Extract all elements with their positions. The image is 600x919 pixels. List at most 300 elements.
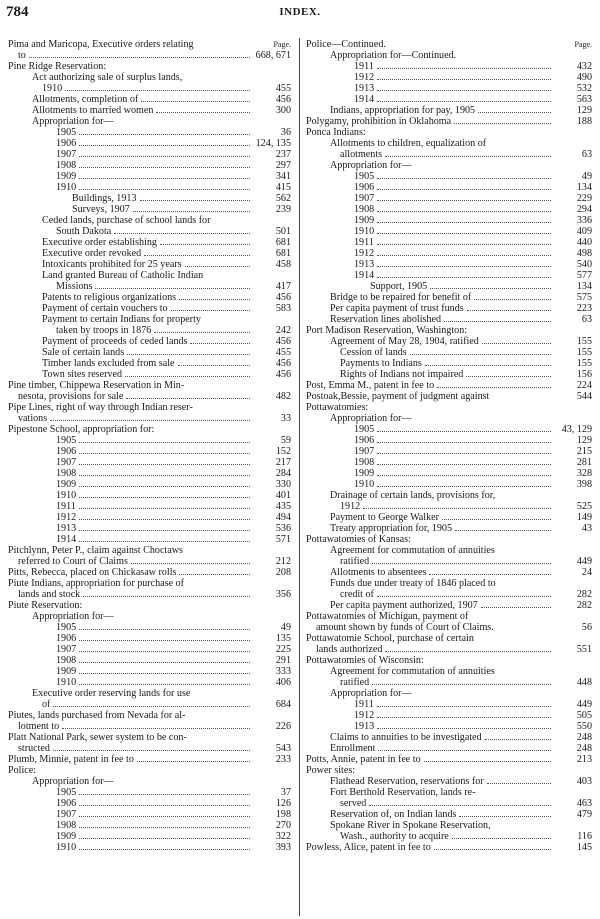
index-entry	[306, 61, 592, 72]
index-entry	[306, 721, 592, 732]
entry-text: to	[18, 50, 26, 61]
index-entry	[306, 666, 592, 677]
entry-text: Per capita payment authorized, 1907	[330, 600, 478, 611]
index-entry	[8, 710, 291, 721]
entry-text: Pitchlynn, Peter P., claim against Choctaws	[8, 545, 183, 556]
dot-leader	[378, 743, 551, 751]
entry-page-ref: 135	[275, 633, 291, 644]
dot-leader	[377, 446, 551, 454]
entry-text: 1908	[56, 820, 77, 831]
index-entry	[306, 534, 592, 545]
entry-text: Surveys, 1907	[72, 204, 130, 215]
dot-leader	[377, 259, 551, 267]
entry-page-ref: 33	[280, 413, 291, 424]
dot-leader	[79, 479, 250, 487]
entry-page-ref: 217	[275, 457, 291, 468]
index-entry	[8, 336, 291, 347]
entry-page-ref: 282	[576, 589, 592, 600]
index-entry	[8, 358, 291, 369]
entry-text: lotment to	[18, 721, 60, 732]
index-entry	[306, 743, 592, 754]
dot-leader	[79, 171, 250, 179]
dot-leader	[53, 743, 250, 751]
entry-text: served	[340, 798, 367, 809]
dot-leader	[79, 666, 250, 674]
entry-text: 1911	[56, 501, 76, 512]
entry-text: ratified	[340, 677, 370, 688]
entry-page-ref: 415	[275, 182, 291, 193]
dot-leader	[125, 369, 250, 377]
entry-text: Potts, Annie, patent in fee to	[306, 754, 421, 765]
entry-text: Land granted Bureau of Catholic Indian	[42, 270, 204, 281]
index-entry	[8, 281, 291, 292]
dot-leader	[137, 754, 250, 762]
dot-leader	[363, 501, 551, 509]
entry-text: Powless, Alice, patent in fee to	[306, 842, 431, 853]
index-entry	[8, 127, 291, 138]
index-entry	[8, 325, 291, 336]
entry-page-ref: 297	[275, 160, 291, 171]
entry-page-ref: 456	[275, 94, 291, 105]
entry-page-ref: 225	[275, 644, 291, 655]
dot-leader	[154, 325, 250, 333]
dot-leader	[377, 721, 551, 729]
index-entry	[306, 380, 592, 391]
dot-leader	[79, 138, 250, 146]
dot-leader	[377, 94, 551, 102]
entry-page-ref: 215	[576, 446, 592, 457]
entry-page-ref: 155	[576, 336, 592, 347]
index-entry	[306, 831, 592, 842]
entry-text: 1905	[56, 787, 77, 798]
entry-page-ref: 291	[275, 655, 291, 666]
entry-text: 1912	[340, 501, 361, 512]
entry-page-ref: 224	[576, 380, 592, 391]
dot-leader	[29, 50, 250, 58]
entry-text: 1912	[354, 248, 375, 259]
entry-text: 1910	[56, 677, 77, 688]
entry-text: Payments to Indians	[340, 358, 422, 369]
entry-text: Pitts, Rebecca, placed on Chickasaw rolls	[8, 567, 177, 578]
entry-page-ref: 155	[576, 347, 592, 358]
entry-text: Police:	[8, 765, 37, 776]
dot-leader	[79, 644, 250, 652]
index-entry	[8, 182, 291, 193]
entry-text: Bridge to be repaired for benefit of	[330, 292, 472, 303]
dot-leader	[79, 127, 250, 135]
entry-page-ref: 242	[275, 325, 291, 336]
index-entry	[306, 160, 592, 171]
dot-leader	[442, 512, 551, 520]
entry-text: 1913	[354, 83, 375, 94]
entry-text: Ceded lands, purchase of school lands for	[42, 215, 211, 226]
index-entry	[306, 479, 592, 490]
dot-leader	[140, 193, 251, 201]
dot-leader	[369, 798, 551, 806]
index-entry	[8, 237, 291, 248]
index-entry	[306, 765, 592, 776]
entry-text: Buildings, 1913	[72, 193, 137, 204]
entry-page-ref: 456	[275, 358, 291, 369]
index-entry	[306, 611, 592, 622]
index-entry	[306, 226, 592, 237]
entry-text: Per capita payment of trust funds	[330, 303, 464, 314]
entry-page-ref: 449	[576, 556, 592, 567]
index-entry	[306, 248, 592, 259]
index-entry	[306, 545, 592, 556]
dot-leader	[190, 336, 250, 344]
entry-page-ref: 455	[275, 83, 291, 94]
entry-page-ref: 145	[576, 842, 592, 853]
entry-text: Allotments to children, equalization of	[330, 138, 487, 149]
entry-text: 1910	[354, 226, 375, 237]
entry-page-ref: 563	[576, 94, 592, 105]
entry-text: Enrollment	[330, 743, 376, 754]
entry-page-ref: 681	[275, 237, 291, 248]
entry-text: 1906	[354, 435, 375, 446]
entry-page-ref: 328	[576, 468, 592, 479]
entry-text: Allotments to married women	[32, 105, 154, 116]
index-entry	[8, 721, 291, 732]
entry-text: Agreement for commutation of annuities	[330, 666, 495, 677]
entry-page-ref: 455	[275, 347, 291, 358]
entry-text: nesota, provisions for sale	[18, 391, 124, 402]
page-number: 784	[6, 4, 29, 20]
dot-leader	[144, 248, 250, 256]
dot-leader	[377, 193, 551, 201]
entry-text: Appropriation for—	[32, 776, 114, 787]
entry-text: 1906	[56, 633, 77, 644]
entry-text: Funds due under treaty of 1846 placed to	[330, 578, 496, 589]
index-entry	[8, 556, 291, 567]
entry-text: 1905	[354, 424, 375, 435]
entry-text: 1907	[56, 644, 77, 655]
index-entry	[8, 413, 291, 424]
dot-leader	[377, 270, 551, 278]
index-entry	[8, 347, 291, 358]
entry-text: 1914	[354, 94, 375, 105]
dot-leader	[79, 809, 250, 817]
entry-page-ref: 333	[275, 666, 291, 677]
entry-text: Treaty appropriation for, 1905	[330, 523, 453, 534]
index-entry	[8, 501, 291, 512]
index-entry	[306, 644, 592, 655]
entry-text: 1907	[56, 809, 77, 820]
index-entry	[8, 138, 291, 149]
entry-text: 1910	[42, 83, 63, 94]
entry-page-ref: 668, 671	[255, 50, 291, 61]
index-column-left	[8, 39, 291, 853]
entry-text: 1912	[354, 710, 375, 721]
dot-leader	[95, 281, 250, 289]
index-entry	[8, 116, 291, 127]
entry-page-ref: 152	[275, 446, 291, 457]
entry-text: Patents to religious organizations	[42, 292, 177, 303]
entry-page-ref: 229	[576, 193, 592, 204]
entry-text: Post, Emma M., patent in fee to	[306, 380, 435, 391]
index-entry	[306, 567, 592, 578]
index-entry	[306, 578, 592, 589]
index-entry	[306, 270, 592, 281]
entry-text: Pine timber, Chippewa Reservation in Min-	[8, 380, 185, 391]
entry-text: Payment to George Walker	[330, 512, 439, 523]
index-entry	[306, 105, 592, 116]
entry-text: Town sites reserved	[42, 369, 123, 380]
dot-leader	[126, 391, 250, 399]
dot-leader	[377, 699, 551, 707]
entry-page-ref: 494	[275, 512, 291, 523]
entry-text: Sale of certain lands	[42, 347, 125, 358]
entry-text: Executive order revoked	[42, 248, 142, 259]
entry-page-ref: 63	[581, 149, 592, 160]
entry-text: Claims to annuities to be investigated	[330, 732, 482, 743]
entry-page-ref: 403	[576, 776, 592, 787]
entry-page-ref: 37	[280, 787, 291, 798]
dot-leader	[131, 556, 250, 564]
index-entry	[306, 622, 592, 633]
index-entry	[8, 50, 291, 61]
index-entry	[8, 809, 291, 820]
index-entry	[8, 446, 291, 457]
index-entry	[8, 732, 291, 743]
dot-leader	[79, 820, 250, 828]
dot-leader	[444, 314, 551, 322]
entry-page-ref: 456	[275, 369, 291, 380]
dot-leader	[437, 380, 551, 388]
index-entry	[306, 512, 592, 523]
dot-leader	[79, 831, 250, 839]
entry-text: of	[42, 699, 51, 710]
entry-text: Missions	[56, 281, 93, 292]
entry-page-ref: 134	[576, 182, 592, 193]
dot-leader	[482, 336, 551, 344]
index-entry	[306, 325, 592, 336]
entry-text: 1905	[354, 171, 375, 182]
dot-leader	[50, 413, 250, 421]
entry-text: Ponca Indians:	[306, 127, 366, 138]
entry-page-ref: 550	[576, 721, 592, 732]
index-entry	[8, 776, 291, 787]
entry-text: Platt National Park, sewer system to be con-	[8, 732, 187, 743]
entry-text: 1909	[56, 171, 77, 182]
entry-page-ref: 281	[576, 457, 592, 468]
entry-page-ref: 270	[275, 820, 291, 831]
entry-page-ref: 583	[275, 303, 291, 314]
index-entry	[306, 501, 592, 512]
entry-text: Appropriation for—	[32, 611, 114, 622]
entry-text: Pipe Lines, right of way through Indian reser-	[8, 402, 193, 413]
entry-text: 1905	[56, 127, 77, 138]
index-entry	[306, 589, 592, 600]
index-entry	[306, 391, 592, 402]
entry-page-ref: 239	[275, 204, 291, 215]
entry-page-ref: 463	[576, 798, 592, 809]
index-entry	[8, 534, 291, 545]
entry-text: referred to Court of Claims	[18, 556, 128, 567]
entry-text: 1912	[56, 512, 77, 523]
entry-text: 1908	[56, 655, 77, 666]
index-entry	[306, 94, 592, 105]
entry-text: Indians, appropriation for pay, 1905	[330, 105, 476, 116]
index-entry	[8, 831, 291, 842]
entry-text: Power sites:	[306, 765, 356, 776]
dot-leader	[487, 776, 551, 784]
entry-text: Support, 1905	[370, 281, 428, 292]
entry-text: Cession of lands	[340, 347, 407, 358]
entry-text: Executive order establishing	[42, 237, 157, 248]
entry-text: Allotments, completion of	[32, 94, 139, 105]
index-entry	[8, 193, 291, 204]
entry-text: Payment of proceeds of ceded lands	[42, 336, 188, 347]
index-entry	[306, 820, 592, 831]
index-entry	[8, 512, 291, 523]
index-entry	[306, 171, 592, 182]
index-entry	[8, 72, 291, 83]
index-entry	[306, 523, 592, 534]
entry-text: 1905	[56, 435, 77, 446]
index-entry	[306, 149, 592, 160]
index-entry	[8, 105, 291, 116]
entry-text: Appropriation for—Continued.	[330, 50, 457, 61]
entry-text: Piute Reservation:	[8, 600, 83, 611]
entry-text: 1908	[56, 468, 77, 479]
entry-page-ref: 282	[576, 600, 592, 611]
entry-text: 1913	[354, 721, 375, 732]
index-entry	[306, 138, 592, 149]
entry-page-ref: 341	[275, 171, 291, 182]
entry-page-ref: 562	[275, 193, 291, 204]
entry-text: 1907	[56, 149, 77, 160]
entry-text: Port Madison Reservation, Washington:	[306, 325, 468, 336]
entry-page-ref: 532	[576, 83, 592, 94]
entry-page-ref: 536	[275, 523, 291, 534]
page-column-heading: Page.	[273, 40, 291, 49]
dot-leader	[79, 468, 250, 476]
index-entry	[306, 677, 592, 688]
dot-leader	[385, 644, 551, 652]
entry-page-ref: 248	[576, 732, 592, 743]
entry-page-ref: 24	[581, 567, 592, 578]
index-entry	[306, 193, 592, 204]
index-entry	[8, 160, 291, 171]
entry-page-ref: 577	[576, 270, 592, 281]
index-entry	[8, 402, 291, 413]
index-entry	[306, 754, 592, 765]
index-entry	[8, 545, 291, 556]
entry-text: 1908	[354, 204, 375, 215]
entry-page-ref: 456	[275, 292, 291, 303]
entry-text: Piutes, lands purchased from Nevada for al-	[8, 710, 186, 721]
entry-text: 1914	[56, 534, 77, 545]
entry-text: 1906	[56, 138, 77, 149]
dot-leader	[79, 534, 250, 542]
entry-text: ratified	[340, 556, 370, 567]
index-entry	[8, 83, 291, 94]
dot-leader	[79, 655, 250, 663]
index-entry	[306, 72, 592, 83]
index-entry	[306, 732, 592, 743]
dot-leader	[372, 556, 551, 564]
entry-text: Intoxicants prohibited for 25 years	[42, 259, 182, 270]
entry-text: Pottawatomies of Kansas:	[306, 534, 411, 545]
index-entry	[306, 787, 592, 798]
column-divider	[299, 38, 300, 916]
entry-page-ref: 498	[576, 248, 592, 259]
index-entry	[8, 292, 291, 303]
index-entry	[8, 677, 291, 688]
dot-leader	[79, 633, 250, 641]
entry-page-ref: 435	[275, 501, 291, 512]
index-entry	[306, 369, 592, 380]
entry-text: 1906	[56, 798, 77, 809]
dot-leader	[377, 479, 551, 487]
dot-leader	[79, 501, 250, 509]
dot-leader	[466, 369, 551, 377]
entry-page-ref: 490	[576, 72, 592, 83]
entry-page-ref: 59	[280, 435, 291, 446]
entry-page-ref: 356	[275, 589, 291, 600]
dot-leader	[160, 237, 250, 245]
dot-leader	[481, 600, 551, 608]
entry-text: 1911	[354, 237, 374, 248]
entry-page-ref: 300	[275, 105, 291, 116]
page-title: INDEX.	[279, 6, 321, 18]
page-column-heading: Page.	[574, 40, 592, 49]
entry-page-ref: 330	[275, 479, 291, 490]
dot-leader	[79, 622, 250, 630]
entry-text: Agreement of May 28, 1904, ratified	[330, 336, 479, 347]
dot-leader	[79, 182, 250, 190]
entry-text: 1912	[354, 72, 375, 83]
entry-page-ref: 336	[576, 215, 592, 226]
index-entry	[306, 127, 592, 138]
index-entry	[8, 215, 291, 226]
index-entry	[306, 842, 592, 853]
entry-text: Appropriation for—	[32, 116, 114, 127]
index-entry	[8, 589, 291, 600]
index-entry	[306, 776, 592, 787]
entry-text: 1913	[56, 523, 77, 534]
index-entry	[8, 644, 291, 655]
dot-leader	[179, 292, 250, 300]
entry-page-ref: 212	[275, 556, 291, 567]
entry-page-ref: 116	[577, 831, 592, 842]
index-entry	[306, 655, 592, 666]
index-entry	[306, 435, 592, 446]
index-entry	[306, 281, 592, 292]
entry-text: Piute Indians, appropriation for purchase of	[8, 578, 185, 589]
entry-text: Police—Continued.	[306, 39, 386, 50]
entry-text: 1913	[354, 259, 375, 270]
index-entry	[306, 688, 592, 699]
index-entry	[306, 424, 592, 435]
entry-text: lands authorized	[316, 644, 383, 655]
dot-leader	[377, 182, 551, 190]
dot-leader	[454, 116, 551, 124]
entry-text: Allotments to absentees	[330, 567, 427, 578]
dot-leader	[467, 303, 551, 311]
entry-page-ref: 226	[275, 721, 291, 732]
dot-leader	[385, 149, 551, 157]
dot-leader	[377, 237, 551, 245]
index-entry	[8, 754, 291, 765]
entry-text: Act authorizing sale of surplus lands,	[32, 72, 183, 83]
index-entry	[306, 215, 592, 226]
dot-leader	[178, 358, 251, 366]
dot-leader	[53, 699, 250, 707]
entry-text: Polygamy, prohibition in Oklahoma	[306, 116, 452, 127]
index-entry	[306, 457, 592, 468]
